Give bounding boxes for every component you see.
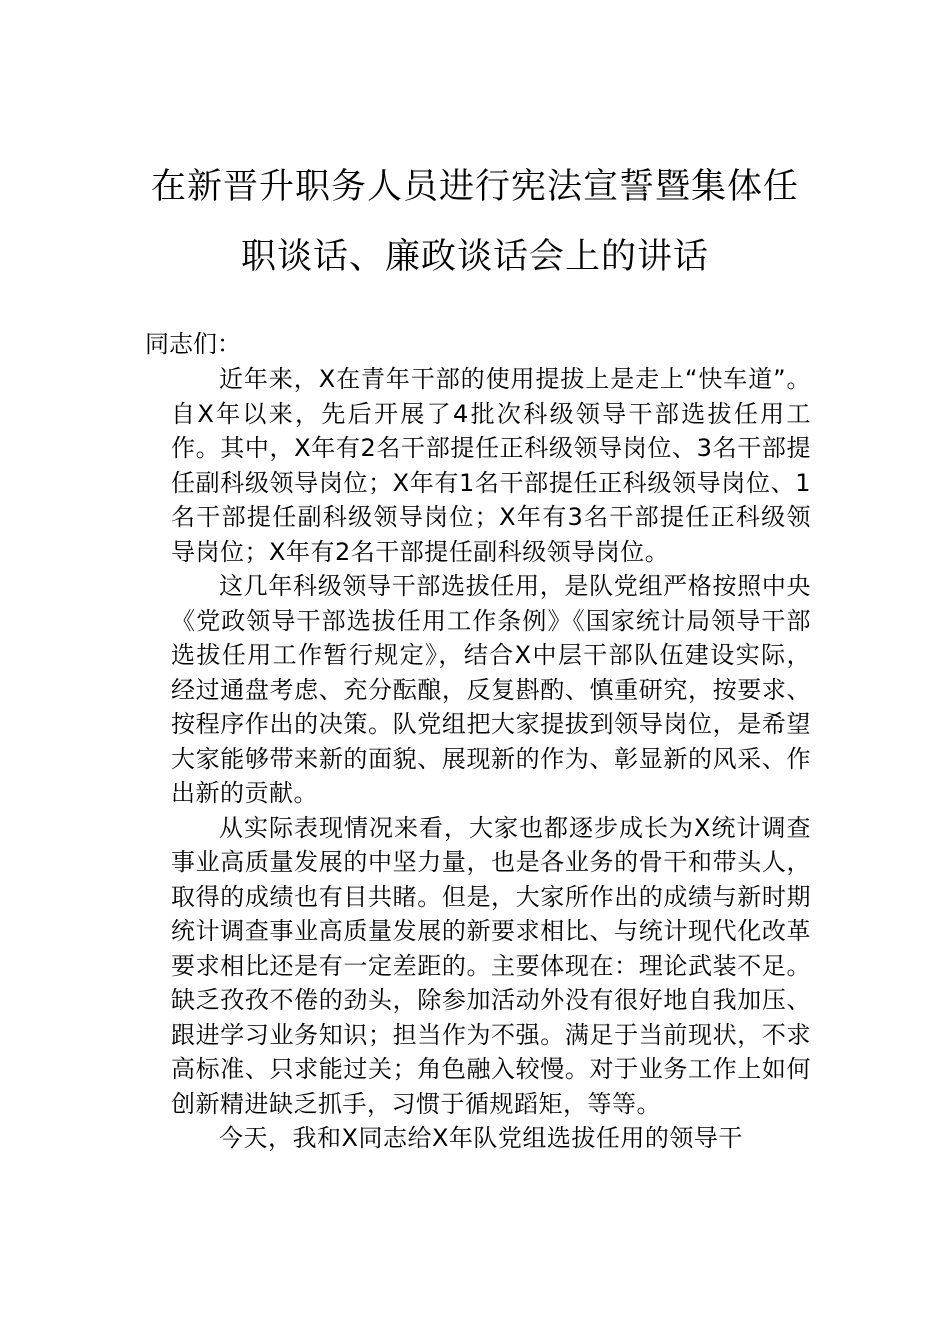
salutation: 同志们： [145, 330, 241, 358]
paragraph-1: 近年来，X在青年干部的使用提拔上是走上“快车道”。自X年以来，先后开展了4批次科级领导干部选拔任用工作。其中，X年有2名干部提任正科级领导岗位、3名干部提任副科级领导岗位；X年有1名干部提任正科级领导岗位、1名干部提任副科级领导岗位；X年有3名干部提任正科级领导岗位；X年有2名干部提任副科级领导岗位。 [171, 365, 811, 566]
document-title-line-2: 职谈话、廉政谈话会上的讲话 [240, 237, 709, 277]
document-title-line-1: 在新晋升职务人员进行宪法宣誓暨集体任 [150, 167, 799, 207]
paragraph-4: 今天，我和X同志给X年队党组选拔任用的领导干 [219, 1124, 743, 1152]
paragraph-2: 这几年科级领导干部选拔任用，是队党组严格按照中央《党政领导干部选拔任用工作条例》《国家统计局领导干部选拔任用工作暂行规定》，结合X中层干部队伍建设实际，经过通盘考虑、充分酝酿，反复斟酌、慎重研究，按要求、按程序作出的决策。队党组把大家提拔到领导岗位，是希望大家能够带来新的面貌、展现新的作为、彰显新的风采、作出新的贡献。 [171, 572, 811, 807]
document-body [171, 362, 811, 1156]
paragraph-3: 从实际表现情况来看，大家也都逐步成长为X统计调查事业高质量发展的中坚力量，也是各业务的骨干和带头人，取得的成绩也有目共睹。但是，大家所作出的成绩与新时期统计调查事业高质量发展的新要求相比、与统计现代化改革要求相比还是有一定差距的。主要体现在：理论武装不足。缺乏孜孜不倦的劲头，除参加活动外没有很好地自我加压、跟进学习业务知识；担当作为不强。满足于当前现状，不求高标准、只求能过关；角色融入较慢。对于业务工作上如何创新精进缺乏抓手，习惯于循规蹈矩，等等。 [171, 813, 811, 1118]
